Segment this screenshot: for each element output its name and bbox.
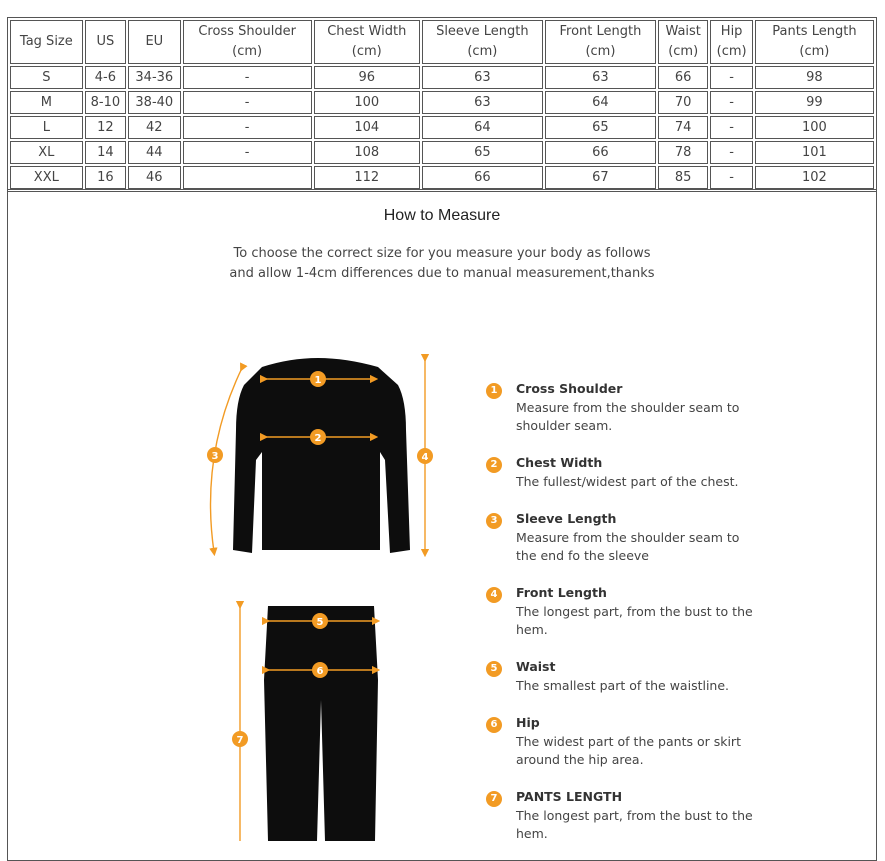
legend-item-desc: The longest part, from the bust to the hem.	[516, 808, 753, 841]
column-header-unit: (cm)	[668, 44, 699, 59]
table-cell: 99	[755, 91, 874, 114]
table-cell: 38-40	[128, 91, 180, 114]
table-cell: 67	[545, 166, 656, 189]
table-cell: 85	[658, 166, 708, 189]
legend-item-desc: Measure from the shoulder seam to the end fo the sleeve	[516, 530, 740, 563]
column-header-unit: (cm)	[716, 44, 747, 59]
marker-5-icon	[312, 613, 328, 629]
column-header-label: EU	[145, 34, 164, 49]
table-cell: 66	[658, 66, 708, 89]
column-header-label: Chest Width	[327, 24, 407, 39]
legend-item-name: Front Length	[516, 585, 607, 600]
svg-text:3: 3	[211, 451, 219, 462]
table-cell: -	[183, 66, 312, 89]
number-badge-icon: 4	[486, 587, 502, 603]
column-header-unit: (cm)	[585, 44, 616, 59]
svg-text:7: 7	[236, 735, 244, 746]
table-cell: 102	[755, 166, 874, 189]
legend-item-desc: The fullest/widest part of the chest.	[516, 474, 739, 489]
legend-item-name: Sleeve Length	[516, 511, 617, 526]
table-cell: -	[183, 91, 312, 114]
legend-item-name: PANTS LENGTH	[516, 789, 623, 804]
number-badge-icon: 2	[486, 457, 502, 473]
table-cell: XL	[10, 141, 83, 164]
svg-text:6: 6	[316, 666, 324, 677]
legend-item-name: Hip	[516, 715, 540, 730]
column-header-label: Front Length	[559, 24, 642, 39]
column-header-label: Hip	[720, 24, 743, 39]
number-badge-icon: 1	[486, 383, 502, 399]
measure-title: How to Measure	[383, 207, 501, 224]
column-header-label: Tag Size	[19, 34, 73, 49]
table-cell: 34-36	[128, 66, 180, 89]
table-cell: 12	[85, 116, 126, 139]
number-badge-icon: 5	[486, 661, 502, 677]
table-cell: 63	[422, 91, 543, 114]
svg-text:4: 4	[421, 452, 429, 463]
table-cell: 104	[314, 116, 420, 139]
table-cell: -	[710, 91, 752, 114]
table-cell: -	[710, 116, 752, 139]
table-cell: 100	[755, 116, 874, 139]
table-cell: 78	[658, 141, 708, 164]
legend-item-desc: The longest part, from the bust to the hem.	[516, 604, 753, 637]
table-cell: XXL	[10, 166, 83, 189]
table-cell: 63	[422, 66, 543, 89]
table-cell: -	[710, 141, 752, 164]
table-cell: 100	[314, 91, 420, 114]
table-cell: 74	[658, 116, 708, 139]
intro-line-2: and allow 1-4cm differences due to manual measurement,thanks	[229, 266, 655, 281]
marker-6-icon	[312, 662, 328, 678]
table-cell: L	[10, 116, 83, 139]
table-cell: -	[710, 66, 752, 89]
column-header-unit: (cm)	[799, 44, 830, 59]
table-cell: S	[10, 66, 83, 89]
table-cell: 65	[545, 116, 656, 139]
table-cell: 108	[314, 141, 420, 164]
table-cell: M	[10, 91, 83, 114]
table-cell: -	[183, 141, 312, 164]
column-header-label: Waist	[665, 24, 701, 39]
table-cell: 4-6	[85, 66, 126, 89]
column-header-unit: (cm)	[232, 44, 263, 59]
table-cell: 44	[128, 141, 180, 164]
legend-item-desc: Measure from the shoulder seam to shoulder seam.	[516, 400, 740, 433]
legend-item-name: Cross Shoulder	[516, 381, 623, 396]
table-cell: 64	[545, 91, 656, 114]
column-header-label: Sleeve Length	[436, 24, 529, 39]
legend-item-name: Waist	[516, 659, 556, 674]
column-header-label: Pants Length	[772, 24, 857, 39]
svg-text:5: 5	[316, 617, 324, 628]
column-header-unit: (cm)	[467, 44, 498, 59]
table-cell: -	[710, 166, 752, 189]
table-cell: 112	[314, 166, 420, 189]
table-cell: 42	[128, 116, 180, 139]
marker-7-icon	[232, 731, 248, 747]
column-header-label: Cross Shoulder	[198, 24, 296, 39]
table-cell: 63	[545, 66, 656, 89]
table-cell: 16	[85, 166, 126, 189]
pants-icon	[264, 606, 378, 841]
number-badge-icon: 7	[486, 791, 502, 807]
legend-item-desc: The widest part of the pants or skirt around the hip area.	[516, 734, 741, 767]
svg-text:1: 1	[314, 375, 322, 386]
table-cell: 46	[128, 166, 180, 189]
number-badge-icon: 3	[486, 513, 502, 529]
intro-line-1: To choose the correct size for you measure your body as follows	[233, 246, 651, 261]
marker-4-icon	[417, 448, 433, 464]
table-cell: 96	[314, 66, 420, 89]
table-cell: 66	[422, 166, 543, 189]
table-cell: 66	[545, 141, 656, 164]
marker-3-icon	[207, 447, 223, 463]
table-cell: 64	[422, 116, 543, 139]
marker-1-icon	[310, 371, 326, 387]
marker-2-icon	[310, 429, 326, 445]
legend-item-desc: The smallest part of the waistline.	[516, 678, 730, 693]
column-header-label: US	[96, 34, 115, 49]
table-cell: 8-10	[85, 91, 126, 114]
table-cell: -	[183, 116, 312, 139]
table-cell: 98	[755, 66, 874, 89]
sweater-icon	[233, 358, 410, 553]
table-cell: 65	[422, 141, 543, 164]
column-header-unit: (cm)	[351, 44, 382, 59]
table-cell: 14	[85, 141, 126, 164]
svg-text:2: 2	[314, 433, 322, 444]
number-badge-icon: 6	[486, 717, 502, 733]
table-cell: 101	[755, 141, 874, 164]
legend-item-name: Chest Width	[516, 455, 603, 470]
table-cell: 70	[658, 91, 708, 114]
